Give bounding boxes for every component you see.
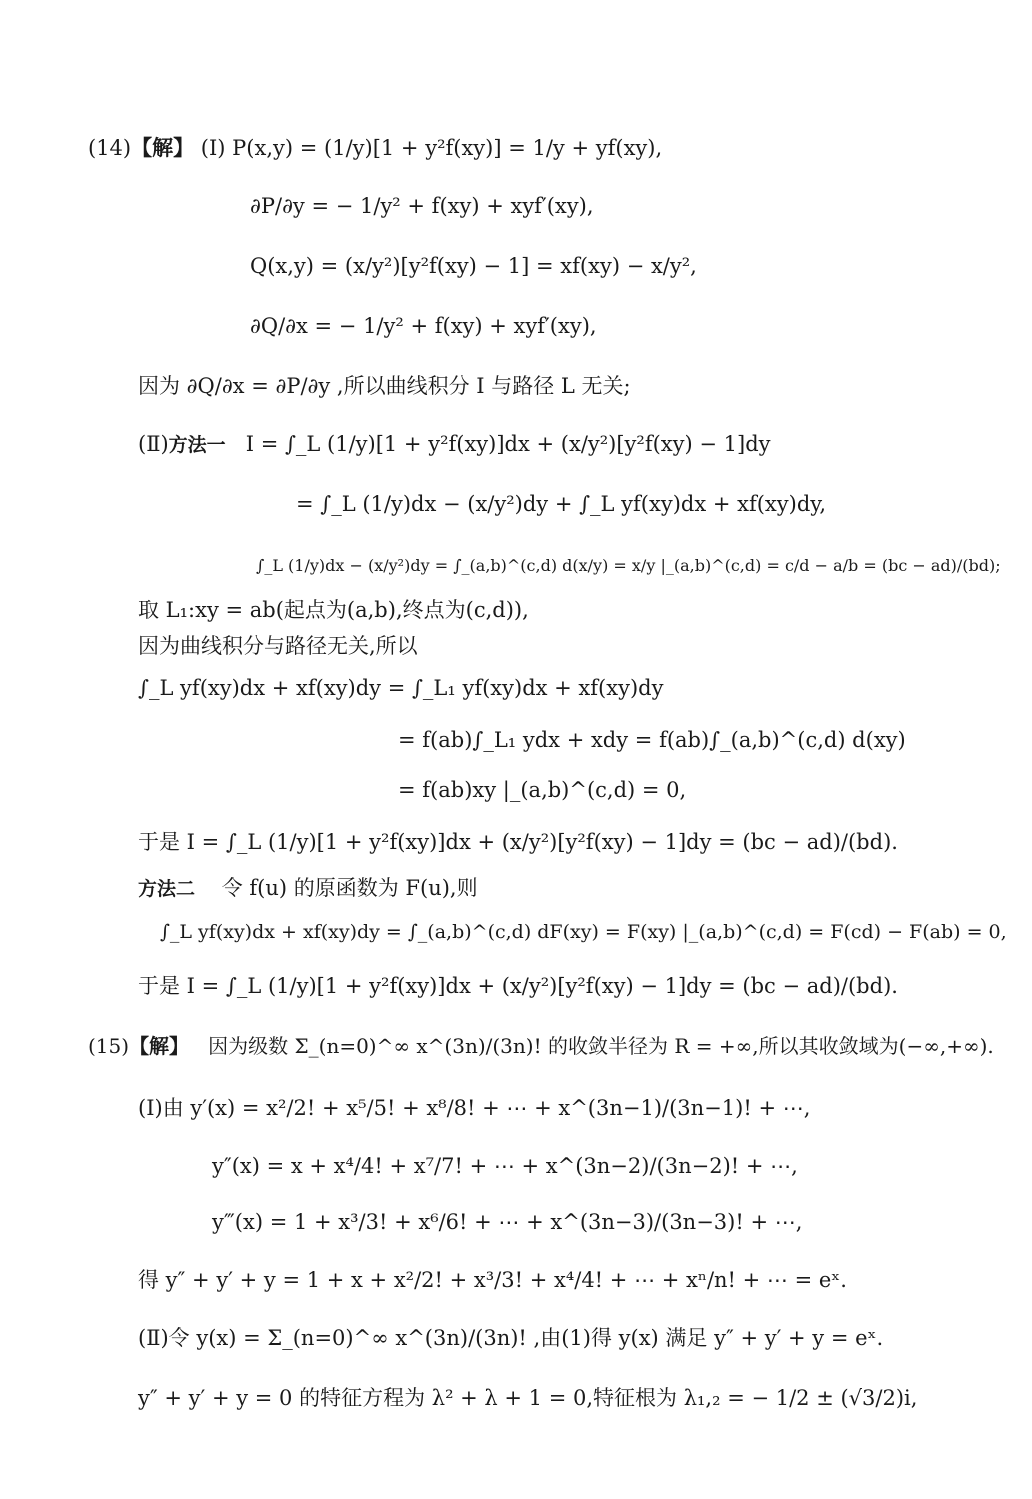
p15-part2-line <box>138 1324 883 1352</box>
p14-line-6: I = ∫_L (1/y)[1 + y²f(xy)]dx + (x/y²)[y²f(xy) − 1]dy <box>245 432 771 456</box>
p14-mark: 【解】 <box>131 136 195 160</box>
p14-line-4: ∂Q/∂x = − 1/y² + f(xy) + xyf′(xy), <box>250 314 597 338</box>
p14-line-10: 因为曲线积分与路径无关,所以 <box>138 634 418 658</box>
p14-number: (14) <box>88 136 132 160</box>
p14-method2-label: 方法二 <box>138 878 196 900</box>
p14-line-14: 于是 I = ∫_L (1/y)[1 + y²f(xy)]dx + (x/y²)[y²f(xy) − 1]dy = (bc − ad)/(bd). <box>138 830 898 854</box>
p14-line-3: Q(x,y) = (x/y²)[y²f(xy) − 1] = xf(xy) − x/y², <box>250 254 697 278</box>
p15-part1-line <box>138 1094 810 1122</box>
p14-line-12: = f(ab)∫_L₁ ydx + xdy = f(ab)∫_(a,b)^(c,d) d(xy) <box>398 728 906 752</box>
p14-header-line <box>88 134 662 162</box>
p15-mark: 【解】 <box>129 1034 190 1058</box>
p14-line-8: ∫_L (1/y)dx − (x/y²)dy = ∫_(a,b)^(c,d) d(x/y) = x/y |_(a,b)^(c,d) = c/d − a/b = (bc − ad)/(bd); <box>256 556 1001 575</box>
p15-line-3: y″(x) = x + x⁴/4! + x⁷/7! + ⋯ + x^(3n−2)/(3n−2)! + ⋯, <box>212 1154 798 1178</box>
p15-header-line <box>88 1032 994 1060</box>
p14-line-7: = ∫_L (1/y)dx − (x/y²)dy + ∫_L yf(xy)dx + xf(xy)dy, <box>296 492 827 516</box>
p14-part2-line <box>138 430 771 459</box>
p14-line-13: = f(ab)xy |_(a,b)^(c,d) = 0, <box>398 778 687 802</box>
p15-number: (15) <box>88 1034 130 1058</box>
p15-line-4: y‴(x) = 1 + x³/3! + x⁶/6! + ⋯ + x^(3n−3)/(3n−3)! + ⋯, <box>212 1210 803 1234</box>
p15-line-1: 因为级数 Σ_(n=0)^∞ x^(3n)/(3n)! 的收敛半径为 R = +∞,所以其收敛域为(−∞,+∞). <box>208 1034 994 1058</box>
p14-line-2: ∂P/∂y = − 1/y² + f(xy) + xyf′(xy), <box>250 194 594 218</box>
p15-line-5: 得 y″ + y′ + y = 1 + x + x²/2! + x³/3! + x⁴/4! + ⋯ + xⁿ/n! + ⋯ = eˣ. <box>138 1268 847 1292</box>
p14-line-1: P(x,y) = (1/y)[1 + y²f(xy)] = 1/y + yf(xy), <box>232 136 663 160</box>
p14-line-15: 令 f(u) 的原函数为 F(u),则 <box>221 876 478 900</box>
p15-part1-label: (Ⅰ) <box>138 1096 163 1120</box>
p15-line-7: y″ + y′ + y = 0 的特征方程为 λ² + λ + 1 = 0,特征根为 λ₁,₂ = − 1/2 ± (√3/2)i, <box>138 1386 918 1410</box>
p14-method1-label: 方法一 <box>168 434 226 456</box>
p14-part1-label: (Ⅰ) <box>200 136 226 160</box>
p15-line-2: 由 y′(x) = x²/2! + x⁵/5! + x⁸/8! + ⋯ + x^(3n−1)/(3n−1)! + ⋯, <box>162 1096 811 1120</box>
p15-line-6: 令 y(x) = Σ_(n=0)^∞ x^(3n)/(3n)! ,由(1)得 y(x) 满足 y″ + y′ + y = eˣ. <box>168 1326 884 1350</box>
p14-part2-label: (Ⅱ) <box>138 432 169 456</box>
p15-part2-label: (Ⅱ) <box>138 1326 169 1350</box>
p14-line-16: ∫_L yf(xy)dx + xf(xy)dy = ∫_(a,b)^(c,d) dF(xy) = F(xy) |_(a,b)^(c,d) = F(cd) − F(ab) = 0, <box>160 921 1007 943</box>
p14-line-9: 取 L₁:xy = ab(起点为(a,b),终点为(c,d)), <box>138 598 529 622</box>
p14-line-17: 于是 I = ∫_L (1/y)[1 + y²f(xy)]dx + (x/y²)[y²f(xy) − 1]dy = (bc − ad)/(bd). <box>138 974 898 998</box>
p14-line-11: ∫_L yf(xy)dx + xf(xy)dy = ∫_L₁ yf(xy)dx + xf(xy)dy <box>138 676 664 700</box>
p14-line-5: 因为 ∂Q/∂x = ∂P/∂y ,所以曲线积分 I 与路径 L 无关; <box>138 374 631 398</box>
p14-method2-line <box>138 874 478 903</box>
